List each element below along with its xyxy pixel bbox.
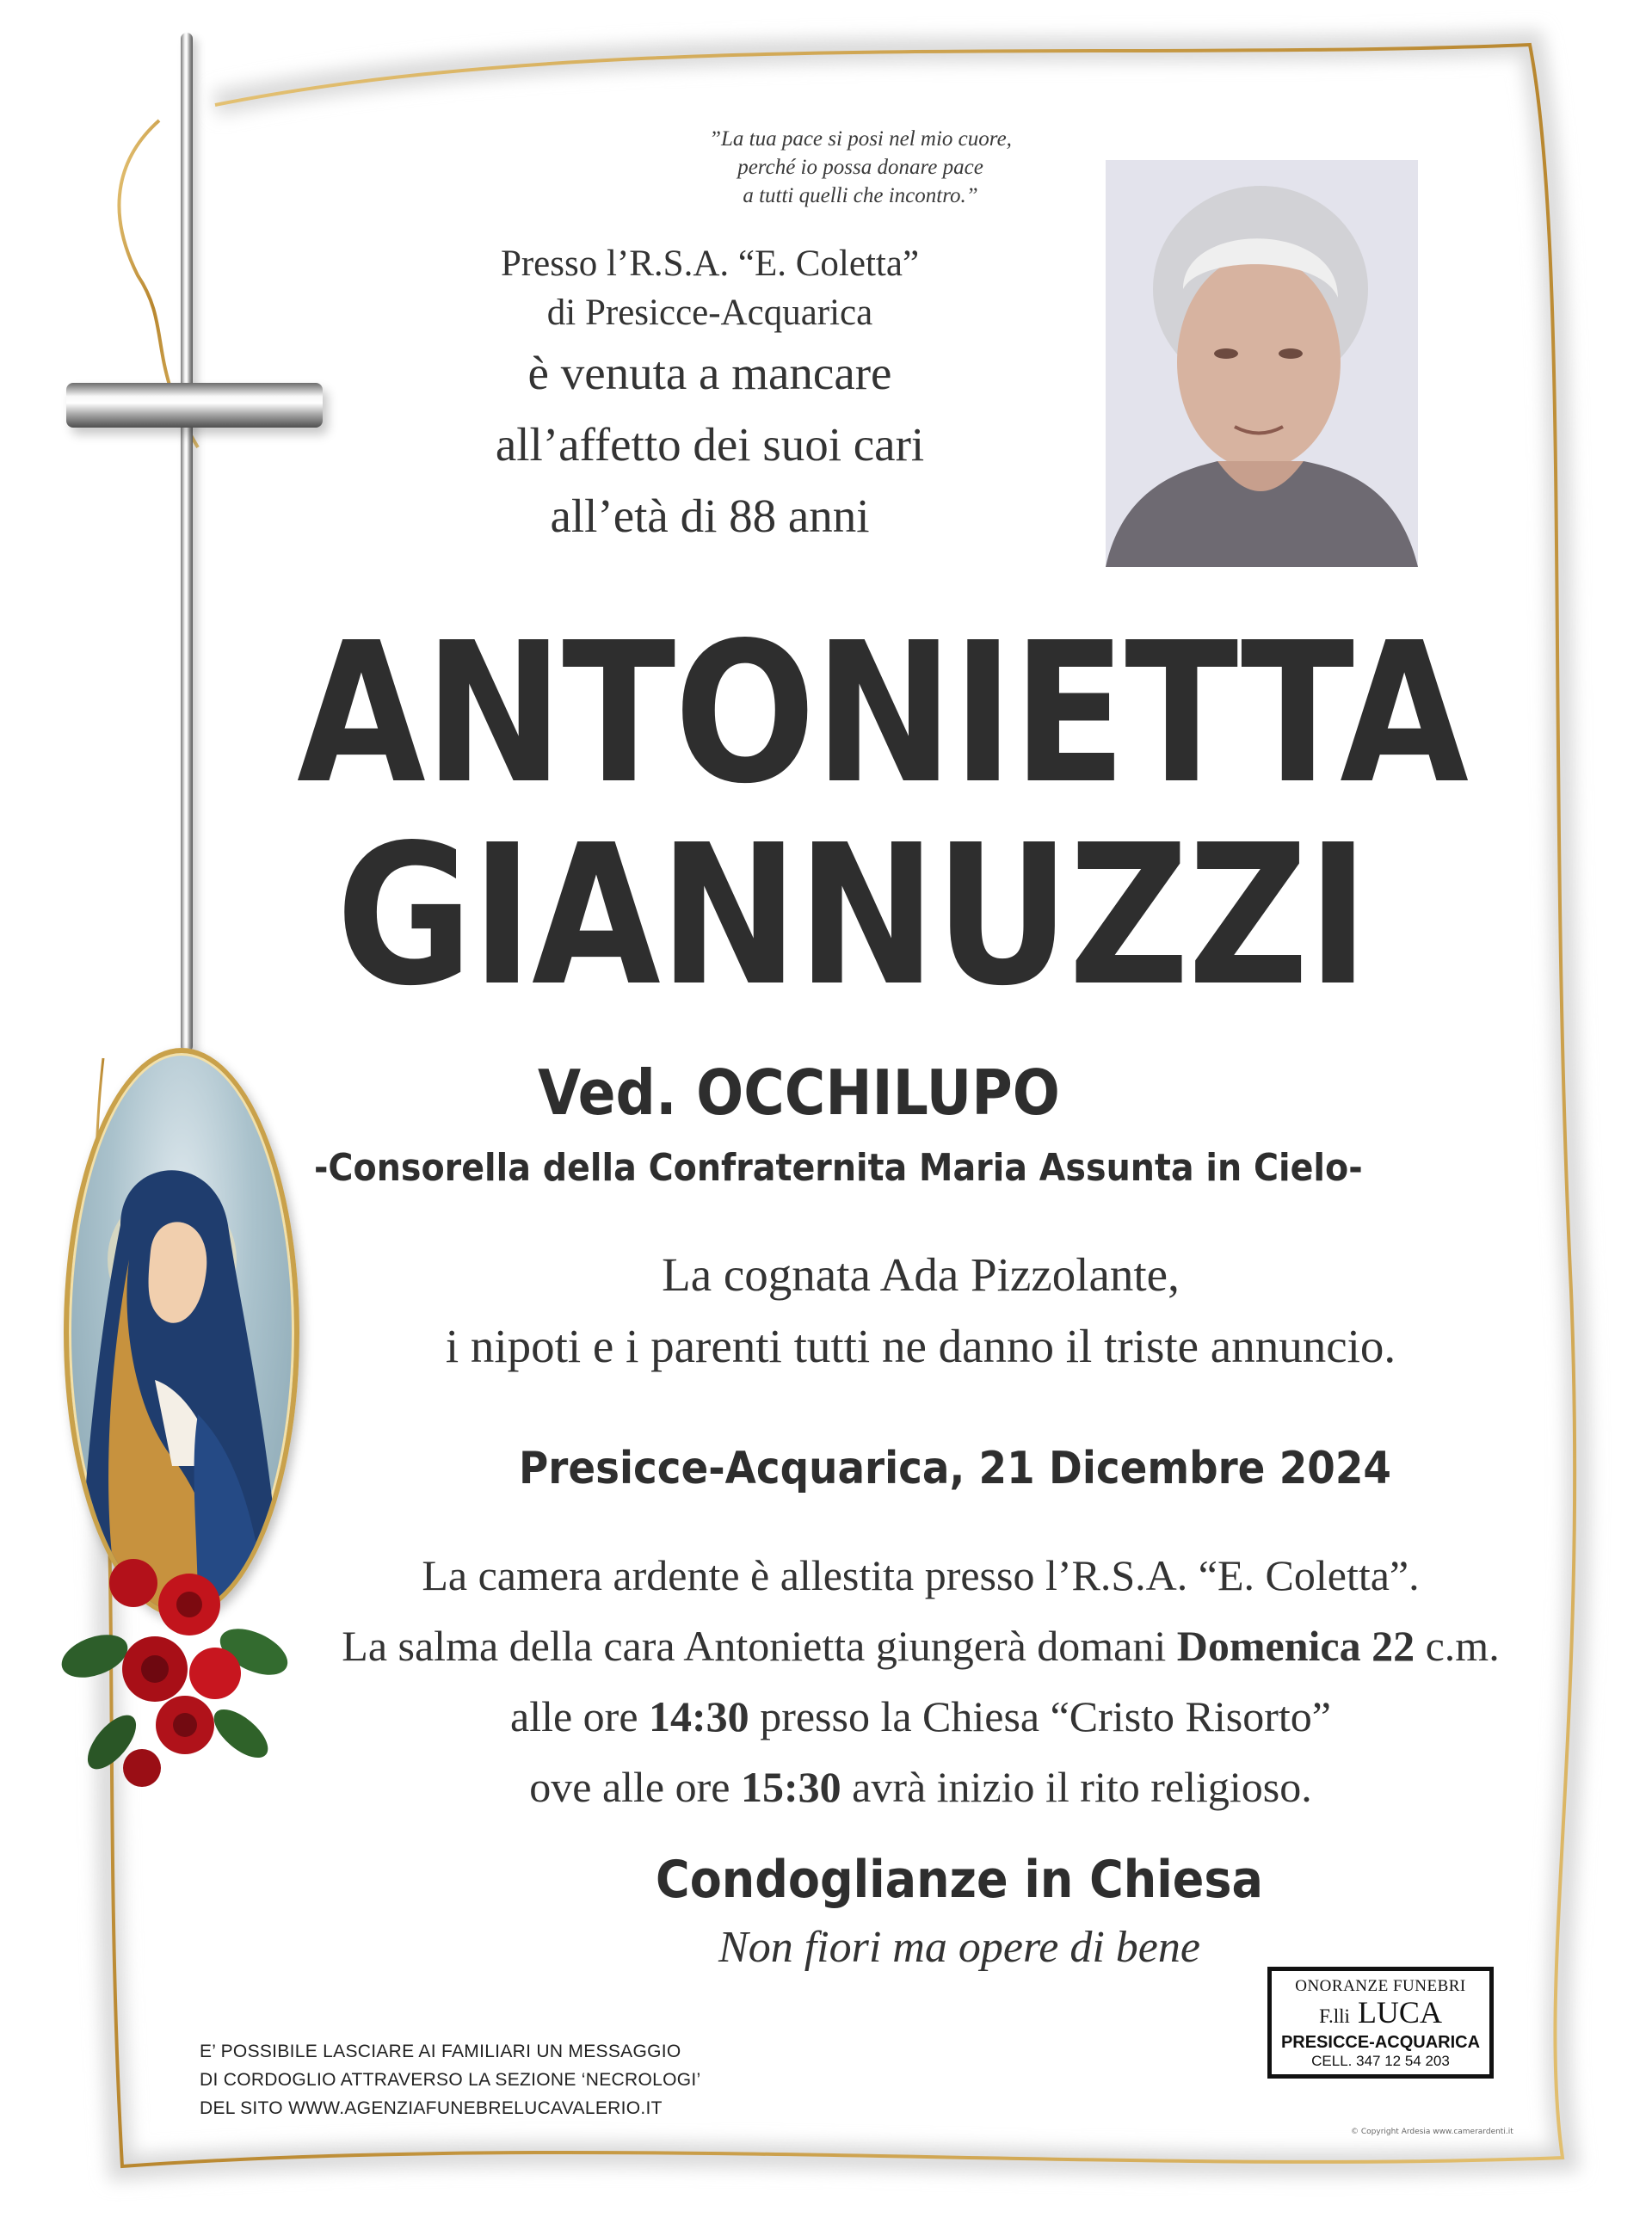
text-span: La salma della cara Antonietta giungerà domani bbox=[342, 1622, 1177, 1670]
arrangements-line bbox=[258, 1611, 1583, 1681]
footer-line: DI CORDOGLIO ATTRAVERSO LA SEZIONE ‘NECROLOGI’ bbox=[200, 2070, 701, 2090]
brand-name: LUCA bbox=[1357, 1995, 1442, 2030]
funeral-home-title: ONORANZE FUNEBRI bbox=[1295, 1977, 1466, 1995]
funeral-home-box bbox=[1267, 1967, 1494, 2079]
arrangements-line: La camera ardente è allestita presso l’R.S.A. “E. Coletta”. bbox=[422, 1551, 1420, 1599]
arrangements-line bbox=[258, 1752, 1583, 1822]
intro-line: di Presicce-Acquarica bbox=[546, 293, 873, 333]
quote bbox=[602, 125, 1119, 210]
widow-of: Ved. OCCHILUPO bbox=[538, 1056, 1060, 1129]
quote-line: ”La tua pace si posi nel mio cuore, bbox=[709, 127, 1012, 151]
announcement bbox=[258, 1239, 1583, 1382]
footer-line: DEL SITO WWW.AGENZIAFUNEBRELUCAVALERIO.IT bbox=[200, 2098, 663, 2118]
place-date: Presicce-Acquarica, 21 Dicembre 2024 bbox=[519, 1443, 1391, 1494]
copyright: © Copyright Ardesia www.camerardenti.it bbox=[1351, 2128, 1513, 2136]
text-span: alle ore bbox=[510, 1692, 650, 1740]
intro-line: Presso l’R.S.A. “E. Coletta” bbox=[500, 243, 920, 284]
time-bold: 14:30 bbox=[649, 1692, 749, 1740]
footer-note bbox=[200, 2037, 700, 2122]
date-bold: Domenica 22 bbox=[1176, 1622, 1415, 1670]
quote-line: perché io possa donare pace bbox=[737, 156, 983, 179]
arrangements-line bbox=[258, 1681, 1583, 1752]
text-span: avrà inizio il rito religioso. bbox=[841, 1763, 1312, 1811]
text-span: presso la Chiesa “Cristo Risorto” bbox=[749, 1692, 1331, 1740]
text-span: ove alle ore bbox=[529, 1763, 741, 1811]
cross-bar-icon bbox=[66, 383, 323, 428]
deceased-first-name: ANTONIETTA bbox=[297, 601, 1468, 827]
portrait-photo bbox=[1106, 160, 1418, 567]
condolences: Condoglianze in Chiesa bbox=[656, 1850, 1263, 1910]
brand-prefix: F.lli bbox=[1319, 2005, 1350, 2027]
intro-line: all’affetto dei suoi cari bbox=[495, 418, 925, 471]
intro bbox=[447, 239, 972, 551]
flowers-note: Non fiori ma opere di bene bbox=[718, 1923, 1200, 1972]
funeral-home-brand bbox=[1272, 1997, 1489, 2032]
intro-line: all’età di 88 anni bbox=[550, 490, 870, 542]
announcement-line: i nipoti e i parenti tutti ne danno il triste annuncio. bbox=[445, 1320, 1396, 1372]
funeral-home-town: PRESICCE-ACQUARICA bbox=[1280, 2033, 1481, 2052]
funeral-home-phone: CELL. 347 12 54 203 bbox=[1311, 2053, 1450, 2069]
text-span: c.m. bbox=[1415, 1622, 1500, 1670]
time-bold: 15:30 bbox=[740, 1763, 841, 1811]
arrangements bbox=[258, 1540, 1583, 1822]
quote-line: a tutti quelli che incontro.” bbox=[743, 184, 978, 207]
deceased-last-name: GIANNUZZI bbox=[336, 804, 1368, 1029]
announcement-line: La cognata Ada Pizzolante, bbox=[662, 1248, 1180, 1301]
cross-icon bbox=[181, 33, 193, 1052]
confraternity-role: -Consorella della Confraternita Maria Assunta in Cielo- bbox=[314, 1146, 1363, 1190]
footer-line: E’ POSSIBILE LASCIARE AI FAMILIARI UN MESSAGGIO bbox=[200, 2042, 681, 2061]
intro-line: è venuta a mancare bbox=[527, 347, 892, 399]
